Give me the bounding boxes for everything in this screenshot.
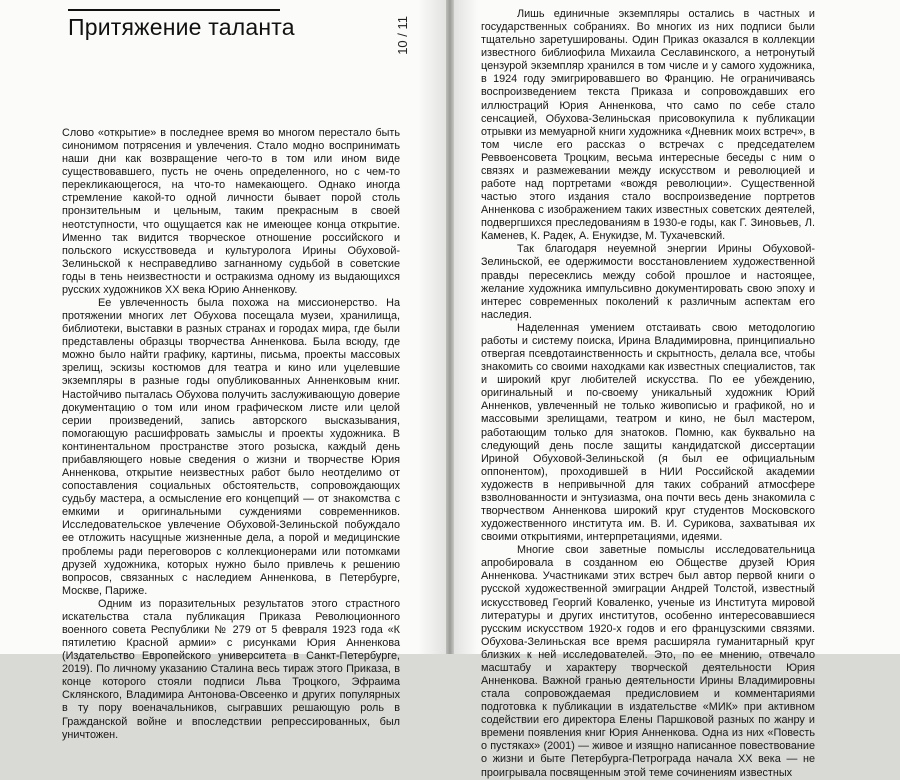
- title-rule: [68, 9, 280, 11]
- paragraph: Слово «открытие» в последнее время во многом перестало быть синонимом потрясения и увлечения. Стало модно воспринимать наши дни как возвращение чего-то в том или ином виде существовавшего, пусть не очень определенного, но с чем-то перекликающегося, на что-то намекающего. Однако иногда стремление какой-то одной личности бывает порой столь пронзительным и цельным, таким прекрасным в своей неотступности, что ощущается как не имеющее конца открытие. Именно так видится творческое отношение российского и польского искусствоведа и культуролога Ирины Обуховой-Зелиньской к несправедливо загнанному судьбой в советские годы в тень неизвестности и остракизма одному из выдающихся русских художников XX века Юрию Анненкову.: [62, 127, 400, 296]
- paragraph: Так благодаря неуемной энергии Ирины Обуховой-Зелиньской, ее одержимости восстановлением художественной правды пересеклись между собой прошлое и настоящее, желание художника импульсивно документировать свою эпоху и интерес современных поколений к различным аспектам его наследия.: [481, 243, 815, 321]
- paragraph: Лишь единичные экземпляры остались в частных и государственных собраниях. Во многих из них подписи были тщательно заретушированы. Один Приказ оказался в коллекции известного библиофила Михаила Сеславинского, а нетронутый цензурой экземпляр хранился в том числе и у самого художника, в 1924 году эмигрировавшего во Францию. Не ограничиваясь воспроизведением текста Приказа и сопровождавших его иллюстраций Юрия Анненкова, что само по себе стало сенсацией, Обухова-Зелиньская присовокупила к публикации отрывки из мемуарной книги художника «Дневник моих встреч», в том числе его рассказ о встречах с председателем Реввоенсовета Троцким, весьма интересные беседы с ним о связях и размежевании между искусством и революцией и работе над портретами «вождя революции». Существенной частью этого издания стало воспроизведение портретов Анненкова с изображением таких известных советских деятелей, подвергшихся преследованиям в 1930-е годы, как Г. Зиновьев, Л. Каменев, К. Радек, А. Енукидзе, М. Тухачевский.: [481, 8, 815, 243]
- paragraph: Наделенная умением отстаивать свою методологию работы и систему поиска, Ирина Владимировна, принципиально отвергая псевдотаинственность и скрытность, делала все, чтобы знакомить со своими находками как известных специалистов, так и широкий круг любителей искусства. По ее убеждению, оригинальный и по-своему уникальный художник Юрий Анненков, увлеченный не только живописью и графикой, но и массовыми зрелищами, театром и кино, не был мастером, работающим только для знатоков. Помню, как буквально на следующий день после защиты кандидатской диссертации Ириной Обуховой-Зелиньской (я был ее официальным оппонентом), проходившей в НИИ Российской академии художеств в непривычной для таких собраний атмосфере взволнованности и энтузиазма, она почти весь день знакомила с творчеством Анненкова широкий круг студентов Московского художественного института им. В. И. Сурикова, захватывая их своими открытиями, интерпретациями, идеями.: [481, 321, 815, 544]
- left-page-body: [62, 127, 400, 742]
- left-page: [0, 0, 446, 741]
- page-numbers: 10 / 11: [395, 16, 410, 55]
- paragraph: Многие свои заветные помыслы исследовательница апробировала в созданном ею Обществе друзей Юрия Анненкова. Участниками этих встреч был автор первой книги о русской художественной эмиграции Андрей Толстой, известный искусствовед Георгий Коваленко, ученые из Института мировой литературы и других институтов, особенно интересовавшиеся русским искусством 1920-х годов и его французскими связями. Обухова-Зелиньская все время расширяла гуманитарный круг близких к ней исследователей. Это, по ее мнению, отвечало масштабу и характеру творческой деятельности Юрия Анненкова. Важной гранью деятельности Ирины Владимировны стала сопровождаемая предисловием и комментариями подготовка к публикации в издательстве «МИК» при активном содействии его директора Елены Паршковой разных по жанру и времени появления книг Юрия Анненкова. Одна из них «Повесть о пустяках» (2001) — живое и изящно написанное повествование о жизни и быте Петербурга-Петрограда начала XX века — не проигрывала посвященным этой теме сочинениям известных: [481, 544, 815, 779]
- book-gutter: [446, 0, 454, 654]
- paragraph: Одним из поразительных результатов этого страстного искательства стала публикация Приказа Революционного военного совета Республики № 279 от 5 февраля 1923 года «К пятилетию Красной армии» с рисунками Юрия Анненкова (Издательство Европейского университета в Санкт-Петербурге, 2019). По личному указанию Сталина весь тираж этого Приказа, в конце которого стояли подписи Льва Троцкого, Эфраима Склянского, Владимира Антонова-Овсеенко и других популярных в ту пору военачальников, сыгравших решающую роль в Гражданской войне и впоследствии репрессированных, был уничтожен.: [62, 597, 400, 741]
- right-page-body: [481, 8, 815, 780]
- right-page: [454, 0, 900, 779]
- paragraph: Ее увлеченность была похожа на миссионерство. На протяжении многих лет Обухова посещала музеи, хранилища, библиотеки, выставки в разных странах и городах мира, где были представлены образцы творчества Анненкова. Была всюду, где можно было найти графику, картины, письма, проекты массовых зрелищ, эскизы костюмов для театра и кино или уцелевшие экземпляры в разные годы опубликованных Анненковым книг. Настойчиво пыталась Обухова получить заслуживающую доверие документацию о том или ином графическом листе или целой серии произведений, запись авторского высказывания, помогающую расшифровать замыслы и проекты художника. В континентальном пространстве этого розыска, каждый день прибавляющего новые сведения о жизни и творчестве Юрия Анненкова, открытие неизвестных работ было неотделимо от сопоставления социальных обстоятельств, сопровождающих судьбу мастера, а осмысление его концепций — от знакомства с емкими и оригинальными суждениями современников. Исследовательское увлечение Обуховой-Зелиньской побуждало ее отложить насущные жизненные дела, а порой и медицинские проблемы ради переговоров с коллекционерами или потомками друзей художника, которых нужно было привлечь к решению вопросов, связанных с наследием Анненкова, в Петербурге, Москве, Париже.: [62, 297, 400, 597]
- page-title: Притяжение таланта: [68, 14, 295, 40]
